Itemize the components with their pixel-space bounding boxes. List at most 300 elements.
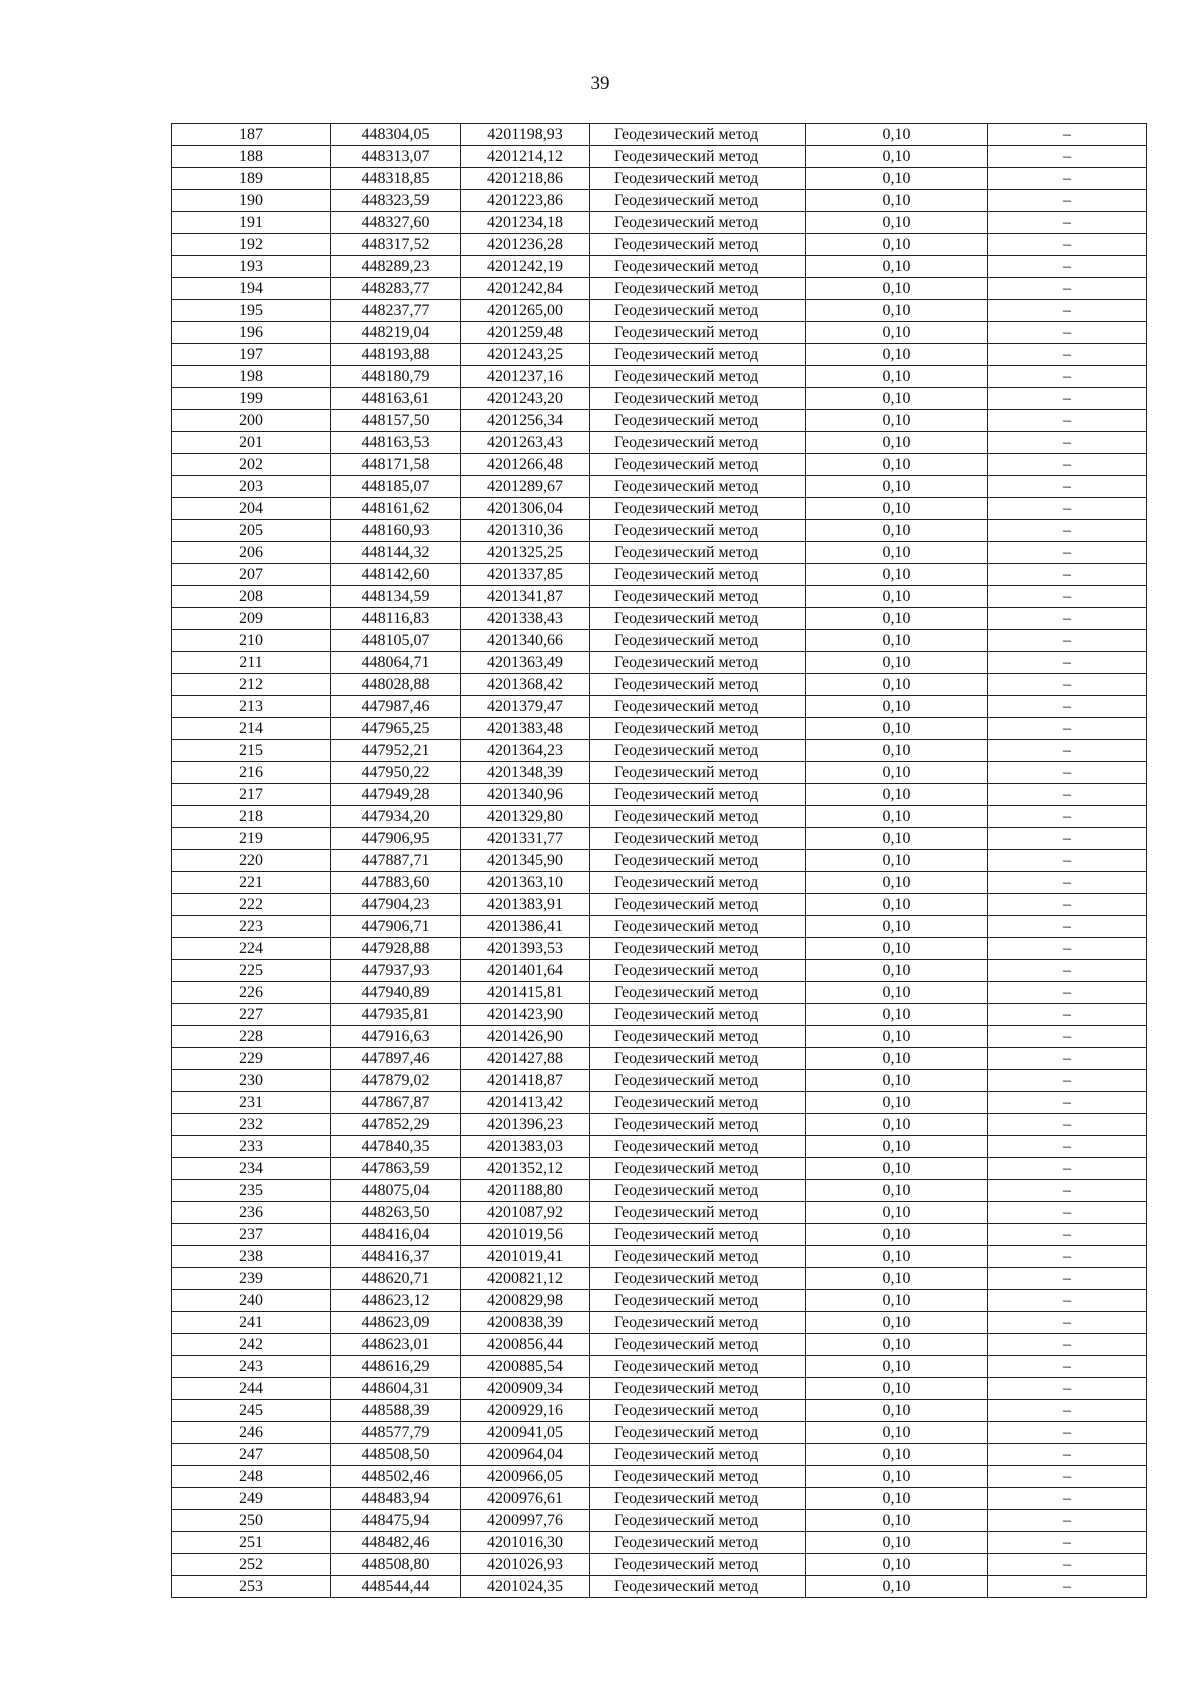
x-coordinate-cell: 448163,53 bbox=[331, 432, 461, 454]
x-coordinate-cell: 448237,77 bbox=[331, 300, 461, 322]
y-coordinate-cell: 4201265,00 bbox=[461, 300, 590, 322]
accuracy-cell: 0,10 bbox=[806, 1026, 988, 1048]
point-number-cell: 234 bbox=[172, 1158, 331, 1180]
accuracy-cell: 0,10 bbox=[806, 696, 988, 718]
x-coordinate-cell: 447867,87 bbox=[331, 1092, 461, 1114]
point-number-cell: 236 bbox=[172, 1202, 331, 1224]
description-cell: – bbox=[988, 718, 1147, 740]
table-row bbox=[172, 1048, 1147, 1070]
method-cell: Геодезический метод bbox=[590, 278, 806, 300]
point-number-cell: 226 bbox=[172, 982, 331, 1004]
table-row bbox=[172, 828, 1147, 850]
method-cell: Геодезический метод bbox=[590, 1400, 806, 1422]
table-row bbox=[172, 454, 1147, 476]
table-row bbox=[172, 520, 1147, 542]
method-cell: Геодезический метод bbox=[590, 1378, 806, 1400]
description-cell: – bbox=[988, 1510, 1147, 1532]
description-cell: – bbox=[988, 432, 1147, 454]
y-coordinate-cell: 4201223,86 bbox=[461, 190, 590, 212]
method-cell: Геодезический метод bbox=[590, 828, 806, 850]
point-number-cell: 220 bbox=[172, 850, 331, 872]
point-number-cell: 246 bbox=[172, 1422, 331, 1444]
x-coordinate-cell: 448160,93 bbox=[331, 520, 461, 542]
y-coordinate-cell: 4201418,87 bbox=[461, 1070, 590, 1092]
y-coordinate-cell: 4201310,36 bbox=[461, 520, 590, 542]
table-row bbox=[172, 1576, 1147, 1598]
y-coordinate-cell: 4201364,23 bbox=[461, 740, 590, 762]
accuracy-cell: 0,10 bbox=[806, 1312, 988, 1334]
accuracy-cell: 0,10 bbox=[806, 498, 988, 520]
x-coordinate-cell: 448482,46 bbox=[331, 1532, 461, 1554]
method-cell: Геодезический метод bbox=[590, 190, 806, 212]
table-row bbox=[172, 1532, 1147, 1554]
description-cell: – bbox=[988, 234, 1147, 256]
accuracy-cell: 0,10 bbox=[806, 828, 988, 850]
table-row bbox=[172, 234, 1147, 256]
method-cell: Геодезический метод bbox=[590, 1136, 806, 1158]
method-cell: Геодезический метод bbox=[590, 344, 806, 366]
accuracy-cell: 0,10 bbox=[806, 1114, 988, 1136]
accuracy-cell: 0,10 bbox=[806, 168, 988, 190]
point-number-cell: 228 bbox=[172, 1026, 331, 1048]
table-row bbox=[172, 476, 1147, 498]
point-number-cell: 237 bbox=[172, 1224, 331, 1246]
point-number-cell: 242 bbox=[172, 1334, 331, 1356]
method-cell: Геодезический метод bbox=[590, 1180, 806, 1202]
y-coordinate-cell: 4201256,34 bbox=[461, 410, 590, 432]
accuracy-cell: 0,10 bbox=[806, 850, 988, 872]
x-coordinate-cell: 448304,05 bbox=[331, 124, 461, 146]
y-coordinate-cell: 4201340,96 bbox=[461, 784, 590, 806]
y-coordinate-cell: 4201423,90 bbox=[461, 1004, 590, 1026]
point-number-cell: 201 bbox=[172, 432, 331, 454]
table-row bbox=[172, 718, 1147, 740]
point-number-cell: 238 bbox=[172, 1246, 331, 1268]
x-coordinate-cell: 448508,50 bbox=[331, 1444, 461, 1466]
table-row bbox=[172, 498, 1147, 520]
table-row bbox=[172, 1004, 1147, 1026]
table-row bbox=[172, 1356, 1147, 1378]
point-number-cell: 187 bbox=[172, 124, 331, 146]
y-coordinate-cell: 4200909,34 bbox=[461, 1378, 590, 1400]
accuracy-cell: 0,10 bbox=[806, 1290, 988, 1312]
accuracy-cell: 0,10 bbox=[806, 784, 988, 806]
table-row bbox=[172, 1224, 1147, 1246]
y-coordinate-cell: 4201386,41 bbox=[461, 916, 590, 938]
x-coordinate-cell: 448105,07 bbox=[331, 630, 461, 652]
accuracy-cell: 0,10 bbox=[806, 300, 988, 322]
description-cell: – bbox=[988, 498, 1147, 520]
x-coordinate-cell: 447916,63 bbox=[331, 1026, 461, 1048]
method-cell: Геодезический метод bbox=[590, 960, 806, 982]
point-number-cell: 231 bbox=[172, 1092, 331, 1114]
point-number-cell: 227 bbox=[172, 1004, 331, 1026]
description-cell: – bbox=[988, 982, 1147, 1004]
accuracy-cell: 0,10 bbox=[806, 1334, 988, 1356]
table-row bbox=[172, 366, 1147, 388]
point-number-cell: 214 bbox=[172, 718, 331, 740]
point-number-cell: 188 bbox=[172, 146, 331, 168]
method-cell: Геодезический метод bbox=[590, 762, 806, 784]
description-cell: – bbox=[988, 1224, 1147, 1246]
y-coordinate-cell: 4200976,61 bbox=[461, 1488, 590, 1510]
point-number-cell: 240 bbox=[172, 1290, 331, 1312]
point-number-cell: 247 bbox=[172, 1444, 331, 1466]
point-number-cell: 204 bbox=[172, 498, 331, 520]
x-coordinate-cell: 447897,46 bbox=[331, 1048, 461, 1070]
x-coordinate-cell: 448416,37 bbox=[331, 1246, 461, 1268]
y-coordinate-cell: 4201345,90 bbox=[461, 850, 590, 872]
point-number-cell: 244 bbox=[172, 1378, 331, 1400]
x-coordinate-cell: 448134,59 bbox=[331, 586, 461, 608]
x-coordinate-cell: 447883,60 bbox=[331, 872, 461, 894]
accuracy-cell: 0,10 bbox=[806, 1224, 988, 1246]
y-coordinate-cell: 4201379,47 bbox=[461, 696, 590, 718]
table-row bbox=[172, 432, 1147, 454]
accuracy-cell: 0,10 bbox=[806, 344, 988, 366]
x-coordinate-cell: 448313,07 bbox=[331, 146, 461, 168]
method-cell: Геодезический метод bbox=[590, 1488, 806, 1510]
point-number-cell: 233 bbox=[172, 1136, 331, 1158]
x-coordinate-cell: 448144,32 bbox=[331, 542, 461, 564]
y-coordinate-cell: 4200966,05 bbox=[461, 1466, 590, 1488]
method-cell: Геодезический метод bbox=[590, 388, 806, 410]
accuracy-cell: 0,10 bbox=[806, 630, 988, 652]
x-coordinate-cell: 447852,29 bbox=[331, 1114, 461, 1136]
x-coordinate-cell: 448180,79 bbox=[331, 366, 461, 388]
accuracy-cell: 0,10 bbox=[806, 1180, 988, 1202]
description-cell: – bbox=[988, 1400, 1147, 1422]
y-coordinate-cell: 4201237,16 bbox=[461, 366, 590, 388]
method-cell: Геодезический метод bbox=[590, 894, 806, 916]
page-number: 39 bbox=[590, 73, 610, 94]
point-number-cell: 223 bbox=[172, 916, 331, 938]
accuracy-cell: 0,10 bbox=[806, 256, 988, 278]
description-cell: – bbox=[988, 1158, 1147, 1180]
table-row bbox=[172, 1378, 1147, 1400]
x-coordinate-cell: 448142,60 bbox=[331, 564, 461, 586]
accuracy-cell: 0,10 bbox=[806, 872, 988, 894]
y-coordinate-cell: 4201263,43 bbox=[461, 432, 590, 454]
accuracy-cell: 0,10 bbox=[806, 1356, 988, 1378]
y-coordinate-cell: 4201236,28 bbox=[461, 234, 590, 256]
point-number-cell: 230 bbox=[172, 1070, 331, 1092]
x-coordinate-cell: 448289,23 bbox=[331, 256, 461, 278]
point-number-cell: 190 bbox=[172, 190, 331, 212]
table-row bbox=[172, 168, 1147, 190]
accuracy-cell: 0,10 bbox=[806, 1488, 988, 1510]
description-cell: – bbox=[988, 916, 1147, 938]
table-row bbox=[172, 344, 1147, 366]
table-row bbox=[172, 1422, 1147, 1444]
accuracy-cell: 0,10 bbox=[806, 1444, 988, 1466]
y-coordinate-cell: 4201426,90 bbox=[461, 1026, 590, 1048]
x-coordinate-cell: 448508,80 bbox=[331, 1554, 461, 1576]
description-cell: – bbox=[988, 1246, 1147, 1268]
method-cell: Геодезический метод bbox=[590, 542, 806, 564]
x-coordinate-cell: 447906,95 bbox=[331, 828, 461, 850]
method-cell: Геодезический метод bbox=[590, 1290, 806, 1312]
table-row bbox=[172, 872, 1147, 894]
description-cell: – bbox=[988, 1070, 1147, 1092]
accuracy-cell: 0,10 bbox=[806, 586, 988, 608]
y-coordinate-cell: 4201340,66 bbox=[461, 630, 590, 652]
accuracy-cell: 0,10 bbox=[806, 1510, 988, 1532]
method-cell: Геодезический метод bbox=[590, 1246, 806, 1268]
point-number-cell: 217 bbox=[172, 784, 331, 806]
y-coordinate-cell: 4200941,05 bbox=[461, 1422, 590, 1444]
method-cell: Геодезический метод bbox=[590, 586, 806, 608]
table-row bbox=[172, 1334, 1147, 1356]
y-coordinate-cell: 4201242,19 bbox=[461, 256, 590, 278]
description-cell: – bbox=[988, 608, 1147, 630]
accuracy-cell: 0,10 bbox=[806, 674, 988, 696]
description-cell: – bbox=[988, 1092, 1147, 1114]
y-coordinate-cell: 4201259,48 bbox=[461, 322, 590, 344]
accuracy-cell: 0,10 bbox=[806, 982, 988, 1004]
method-cell: Геодезический метод bbox=[590, 872, 806, 894]
accuracy-cell: 0,10 bbox=[806, 1158, 988, 1180]
x-coordinate-cell: 448475,94 bbox=[331, 1510, 461, 1532]
method-cell: Геодезический метод bbox=[590, 1158, 806, 1180]
point-number-cell: 248 bbox=[172, 1466, 331, 1488]
point-number-cell: 202 bbox=[172, 454, 331, 476]
description-cell: – bbox=[988, 366, 1147, 388]
coordinates-table bbox=[171, 123, 1147, 1598]
accuracy-cell: 0,10 bbox=[806, 564, 988, 586]
method-cell: Геодезический метод bbox=[590, 146, 806, 168]
description-cell: – bbox=[988, 1136, 1147, 1158]
method-cell: Геодезический метод bbox=[590, 1422, 806, 1444]
point-number-cell: 213 bbox=[172, 696, 331, 718]
y-coordinate-cell: 4200821,12 bbox=[461, 1268, 590, 1290]
method-cell: Геодезический метод bbox=[590, 1026, 806, 1048]
description-cell: – bbox=[988, 1048, 1147, 1070]
y-coordinate-cell: 4201415,81 bbox=[461, 982, 590, 1004]
x-coordinate-cell: 448028,88 bbox=[331, 674, 461, 696]
accuracy-cell: 0,10 bbox=[806, 1576, 988, 1598]
method-cell: Геодезический метод bbox=[590, 1312, 806, 1334]
y-coordinate-cell: 4200829,98 bbox=[461, 1290, 590, 1312]
method-cell: Геодезический метод bbox=[590, 674, 806, 696]
description-cell: – bbox=[988, 894, 1147, 916]
x-coordinate-cell: 448623,01 bbox=[331, 1334, 461, 1356]
y-coordinate-cell: 4201026,93 bbox=[461, 1554, 590, 1576]
method-cell: Геодезический метод bbox=[590, 1444, 806, 1466]
x-coordinate-cell: 448171,58 bbox=[331, 454, 461, 476]
point-number-cell: 193 bbox=[172, 256, 331, 278]
x-coordinate-cell: 448219,04 bbox=[331, 322, 461, 344]
x-coordinate-cell: 448185,07 bbox=[331, 476, 461, 498]
point-number-cell: 208 bbox=[172, 586, 331, 608]
table-row bbox=[172, 652, 1147, 674]
point-number-cell: 219 bbox=[172, 828, 331, 850]
table-row bbox=[172, 1026, 1147, 1048]
description-cell: – bbox=[988, 872, 1147, 894]
table-row bbox=[172, 388, 1147, 410]
y-coordinate-cell: 4200929,16 bbox=[461, 1400, 590, 1422]
method-cell: Геодезический метод bbox=[590, 1554, 806, 1576]
table-row bbox=[172, 938, 1147, 960]
description-cell: – bbox=[988, 938, 1147, 960]
y-coordinate-cell: 4201234,18 bbox=[461, 212, 590, 234]
accuracy-cell: 0,10 bbox=[806, 652, 988, 674]
method-cell: Геодезический метод bbox=[590, 432, 806, 454]
point-number-cell: 205 bbox=[172, 520, 331, 542]
description-cell: – bbox=[988, 1554, 1147, 1576]
description-cell: – bbox=[988, 256, 1147, 278]
accuracy-cell: 0,10 bbox=[806, 476, 988, 498]
point-number-cell: 197 bbox=[172, 344, 331, 366]
y-coordinate-cell: 4200964,04 bbox=[461, 1444, 590, 1466]
table-row bbox=[172, 608, 1147, 630]
table-row bbox=[172, 1554, 1147, 1576]
x-coordinate-cell: 447840,35 bbox=[331, 1136, 461, 1158]
accuracy-cell: 0,10 bbox=[806, 432, 988, 454]
y-coordinate-cell: 4201331,77 bbox=[461, 828, 590, 850]
point-number-cell: 206 bbox=[172, 542, 331, 564]
accuracy-cell: 0,10 bbox=[806, 388, 988, 410]
table-row bbox=[172, 190, 1147, 212]
x-coordinate-cell: 447928,88 bbox=[331, 938, 461, 960]
method-cell: Геодезический метод bbox=[590, 1510, 806, 1532]
accuracy-cell: 0,10 bbox=[806, 1092, 988, 1114]
description-cell: – bbox=[988, 146, 1147, 168]
table-row bbox=[172, 1488, 1147, 1510]
table-row bbox=[172, 212, 1147, 234]
point-number-cell: 221 bbox=[172, 872, 331, 894]
y-coordinate-cell: 4201383,03 bbox=[461, 1136, 590, 1158]
description-cell: – bbox=[988, 1378, 1147, 1400]
accuracy-cell: 0,10 bbox=[806, 1268, 988, 1290]
method-cell: Геодезический метод bbox=[590, 696, 806, 718]
y-coordinate-cell: 4200838,39 bbox=[461, 1312, 590, 1334]
table-row bbox=[172, 850, 1147, 872]
x-coordinate-cell: 448193,88 bbox=[331, 344, 461, 366]
accuracy-cell: 0,10 bbox=[806, 322, 988, 344]
method-cell: Геодезический метод bbox=[590, 454, 806, 476]
y-coordinate-cell: 4201383,91 bbox=[461, 894, 590, 916]
accuracy-cell: 0,10 bbox=[806, 718, 988, 740]
method-cell: Геодезический метод bbox=[590, 982, 806, 1004]
y-coordinate-cell: 4200997,76 bbox=[461, 1510, 590, 1532]
accuracy-cell: 0,10 bbox=[806, 762, 988, 784]
description-cell: – bbox=[988, 850, 1147, 872]
method-cell: Геодезический метод bbox=[590, 1070, 806, 1092]
description-cell: – bbox=[988, 1268, 1147, 1290]
x-coordinate-cell: 448327,60 bbox=[331, 212, 461, 234]
x-coordinate-cell: 448620,71 bbox=[331, 1268, 461, 1290]
description-cell: – bbox=[988, 454, 1147, 476]
table-row bbox=[172, 1510, 1147, 1532]
description-cell: – bbox=[988, 740, 1147, 762]
method-cell: Геодезический метод bbox=[590, 1466, 806, 1488]
method-cell: Геодезический метод bbox=[590, 410, 806, 432]
y-coordinate-cell: 4201341,87 bbox=[461, 586, 590, 608]
x-coordinate-cell: 448502,46 bbox=[331, 1466, 461, 1488]
method-cell: Геодезический метод bbox=[590, 1356, 806, 1378]
method-cell: Геодезический метод bbox=[590, 1048, 806, 1070]
y-coordinate-cell: 4201363,10 bbox=[461, 872, 590, 894]
accuracy-cell: 0,10 bbox=[806, 542, 988, 564]
description-cell: – bbox=[988, 1202, 1147, 1224]
accuracy-cell: 0,10 bbox=[806, 740, 988, 762]
description-cell: – bbox=[988, 388, 1147, 410]
x-coordinate-cell: 447952,21 bbox=[331, 740, 461, 762]
y-coordinate-cell: 4201243,25 bbox=[461, 344, 590, 366]
description-cell: – bbox=[988, 784, 1147, 806]
point-number-cell: 196 bbox=[172, 322, 331, 344]
point-number-cell: 195 bbox=[172, 300, 331, 322]
table-row bbox=[172, 1444, 1147, 1466]
x-coordinate-cell: 448544,44 bbox=[331, 1576, 461, 1598]
description-cell: – bbox=[988, 1026, 1147, 1048]
method-cell: Геодезический метод bbox=[590, 784, 806, 806]
point-number-cell: 235 bbox=[172, 1180, 331, 1202]
y-coordinate-cell: 4201352,12 bbox=[461, 1158, 590, 1180]
table-row bbox=[172, 410, 1147, 432]
method-cell: Геодезический метод bbox=[590, 476, 806, 498]
description-cell: – bbox=[988, 1444, 1147, 1466]
x-coordinate-cell: 448483,94 bbox=[331, 1488, 461, 1510]
method-cell: Геодезический метод bbox=[590, 498, 806, 520]
x-coordinate-cell: 447879,02 bbox=[331, 1070, 461, 1092]
accuracy-cell: 0,10 bbox=[806, 146, 988, 168]
description-cell: – bbox=[988, 960, 1147, 982]
table-row bbox=[172, 982, 1147, 1004]
method-cell: Геодезический метод bbox=[590, 916, 806, 938]
table-row bbox=[172, 894, 1147, 916]
point-number-cell: 189 bbox=[172, 168, 331, 190]
method-cell: Геодезический метод bbox=[590, 1224, 806, 1246]
description-cell: – bbox=[988, 476, 1147, 498]
description-cell: – bbox=[988, 344, 1147, 366]
description-cell: – bbox=[988, 278, 1147, 300]
table-row bbox=[172, 1158, 1147, 1180]
method-cell: Геодезический метод bbox=[590, 366, 806, 388]
y-coordinate-cell: 4201306,04 bbox=[461, 498, 590, 520]
x-coordinate-cell: 447949,28 bbox=[331, 784, 461, 806]
method-cell: Геодезический метод bbox=[590, 1268, 806, 1290]
x-coordinate-cell: 448317,52 bbox=[331, 234, 461, 256]
point-number-cell: 198 bbox=[172, 366, 331, 388]
description-cell: – bbox=[988, 1532, 1147, 1554]
method-cell: Геодезический метод bbox=[590, 652, 806, 674]
x-coordinate-cell: 448616,29 bbox=[331, 1356, 461, 1378]
x-coordinate-cell: 447904,23 bbox=[331, 894, 461, 916]
accuracy-cell: 0,10 bbox=[806, 410, 988, 432]
table-row bbox=[172, 1246, 1147, 1268]
y-coordinate-cell: 4201393,53 bbox=[461, 938, 590, 960]
point-number-cell: 209 bbox=[172, 608, 331, 630]
method-cell: Геодезический метод bbox=[590, 1532, 806, 1554]
table-row bbox=[172, 630, 1147, 652]
accuracy-cell: 0,10 bbox=[806, 234, 988, 256]
accuracy-cell: 0,10 bbox=[806, 1422, 988, 1444]
point-number-cell: 224 bbox=[172, 938, 331, 960]
x-coordinate-cell: 447950,22 bbox=[331, 762, 461, 784]
accuracy-cell: 0,10 bbox=[806, 1532, 988, 1554]
accuracy-cell: 0,10 bbox=[806, 806, 988, 828]
table-row bbox=[172, 1136, 1147, 1158]
point-number-cell: 210 bbox=[172, 630, 331, 652]
description-cell: – bbox=[988, 630, 1147, 652]
y-coordinate-cell: 4201363,49 bbox=[461, 652, 590, 674]
method-cell: Геодезический метод bbox=[590, 212, 806, 234]
x-coordinate-cell: 448416,04 bbox=[331, 1224, 461, 1246]
table-row bbox=[172, 740, 1147, 762]
point-number-cell: 216 bbox=[172, 762, 331, 784]
